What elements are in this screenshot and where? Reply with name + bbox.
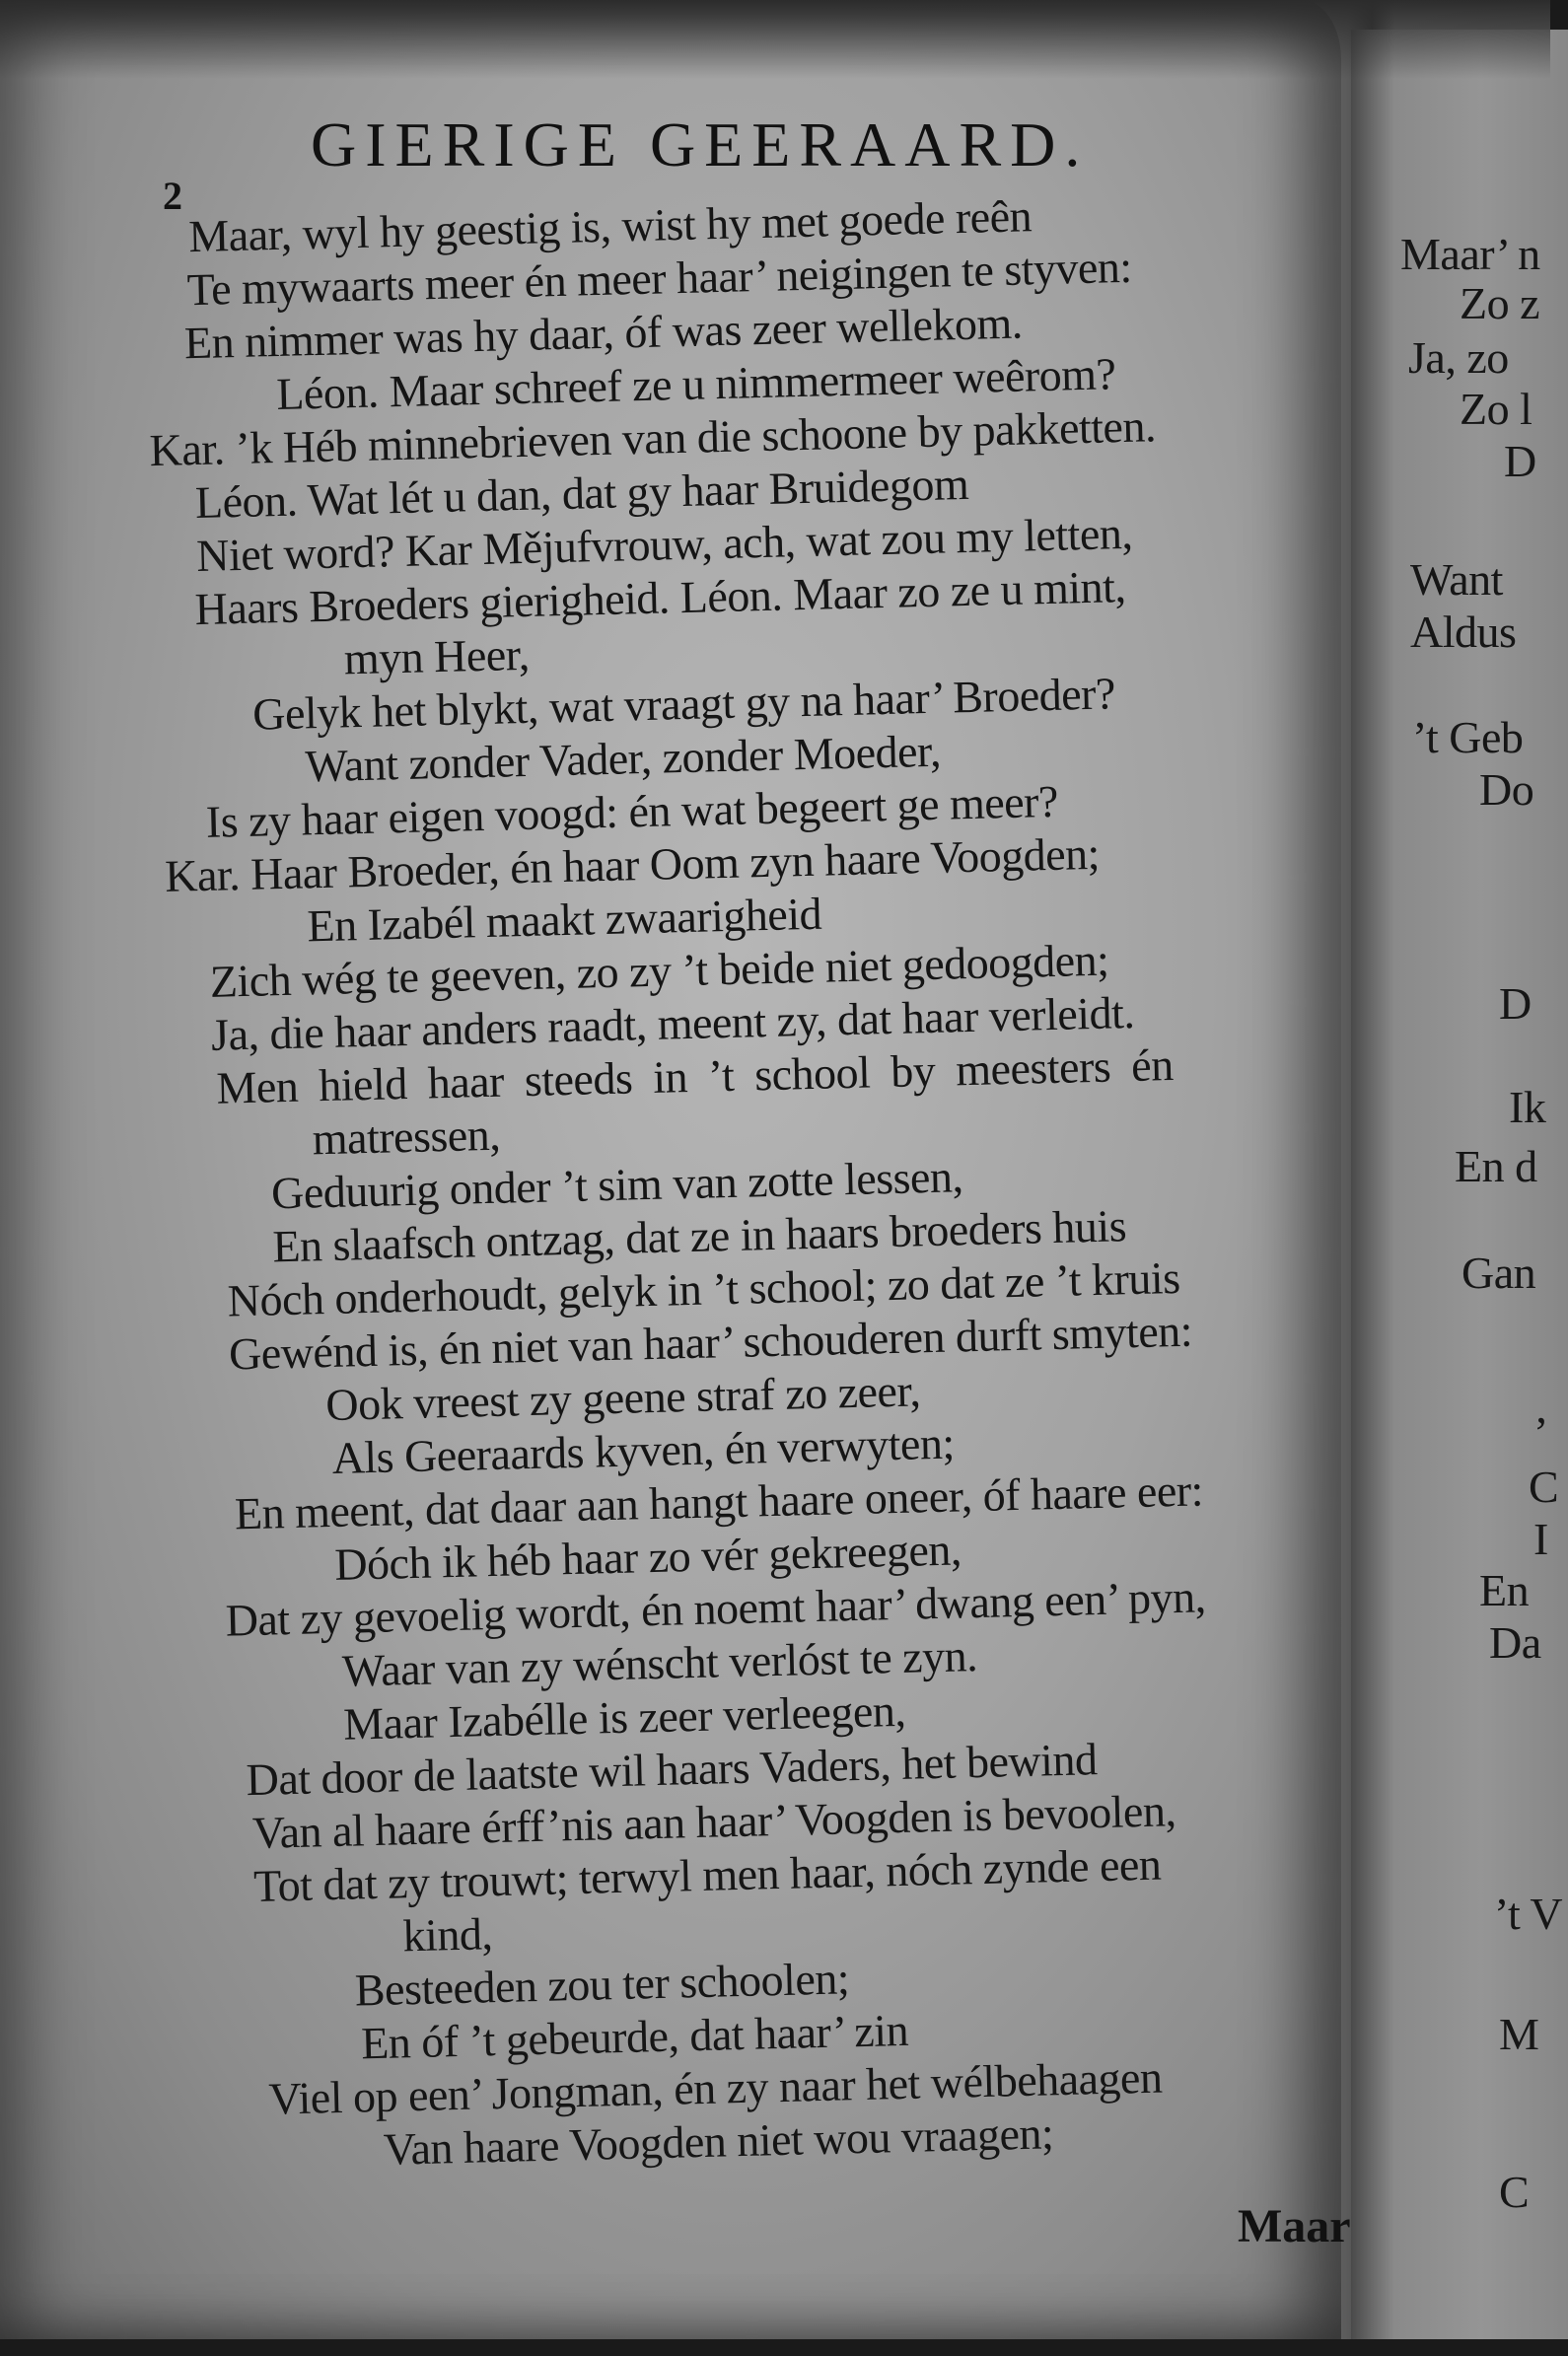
verse-line: matressen, xyxy=(312,1108,501,1165)
verse-line: Besteeden zou ter schoolen; xyxy=(354,1953,850,2016)
right-fragment: Do xyxy=(1479,764,1534,815)
verse-line: Dóch ik héb haar zo vér gekreegen, xyxy=(333,1524,962,1590)
right-fragment: Want xyxy=(1410,554,1503,605)
right-fragment: En d xyxy=(1455,1141,1537,1191)
right-fragment: M xyxy=(1499,2009,1539,2059)
verse-line: Als Geeraards kyven, én verwyten; xyxy=(331,1417,956,1483)
verse-line: Van al haare érff’nis aan haar’ Voogden is bevoolen, xyxy=(251,1785,1176,1859)
verse-line: Léon. Maar schreef ze u nimmermeer weêrom? xyxy=(275,348,1116,420)
verse-line: Zich wég te geeven, zo zy ’t beide niet gedoogden; xyxy=(209,934,1109,1007)
right-fragment: I xyxy=(1533,1514,1548,1564)
verse-line: myn Heer, xyxy=(343,628,531,684)
verse-line: kind, xyxy=(401,1908,493,1962)
verse-line: Nóch onderhoudt, gelyk in ’t school; zo dat ze ’t kruis xyxy=(227,1251,1181,1326)
top-shadow xyxy=(0,0,1550,79)
right-fragment: Zo z xyxy=(1460,278,1540,328)
verse-line: Tot dat zy trouwt; terwyl men haar, nóch zynde een xyxy=(252,1838,1162,1912)
running-head: GIERIGE GEERAARD. xyxy=(311,109,1090,179)
verse-line: Léon. Wat lét u dan, dat gy haar Bruidegom xyxy=(194,458,969,529)
verse-line: Is zy haar eigen voogd: én wat begeert ge meer? xyxy=(205,775,1059,847)
verse-line: En óf ’t gebeurde, dat haar’ zin xyxy=(360,2004,909,2069)
verse-line: Gewénd is, én niet van haar’ schouderen durft smyten: xyxy=(228,1305,1193,1380)
verse-line: En meent, dat daar aan hangt haare oneer, óf haare eer: xyxy=(234,1464,1204,1539)
verse-line: Ja, die haar anders raadt, meent zy, dat haar verleidt. xyxy=(210,986,1135,1060)
right-page xyxy=(1351,30,1568,2339)
verse-line: Gelyk het blykt, wat vraagt gy na haar’ Broeder? xyxy=(251,668,1116,740)
verse-line: Viel op een’ Jongman, én zy naar het wélbehaagen xyxy=(267,2051,1163,2124)
verse-line: En nimmer was hy daar, óf was zeer wellekom. xyxy=(183,297,1024,369)
verse-line: En Izabél maakt zwaarigheid xyxy=(306,888,822,952)
verse-line: Kar. ’k Héb minnebrieven van die schoone by pakketten. xyxy=(149,400,1157,476)
verse-line: Geduurig onder ’t sim van zotte lessen, xyxy=(270,1151,963,1219)
verse-line: Maar Izabélle is zeer verleegen, xyxy=(342,1684,906,1749)
right-fragment: Da xyxy=(1489,1617,1541,1668)
verse-line: Maar, wyl hy geestig is, wist hy met goede reên xyxy=(187,190,1033,262)
right-fragment: Ik xyxy=(1509,1082,1546,1132)
right-fragment: Aldus xyxy=(1410,607,1517,657)
verse-line: Kar. Haar Broeder, én haar Oom zyn haare Voogden; xyxy=(164,827,1101,901)
right-fragment: Ja, zo xyxy=(1408,332,1509,383)
verse-line: Te mywaarts meer én meer haar’ neigingen te styven: xyxy=(186,241,1133,316)
right-fragment: D xyxy=(1499,978,1532,1029)
catchword: Maar xyxy=(1238,2200,1351,2252)
verse-line: Van haare Voogden niet wou vraagen; xyxy=(383,2107,1054,2175)
right-fragment: Zo l xyxy=(1460,384,1532,434)
verse-line: Ook vreest zy geene straf zo zeer, xyxy=(324,1365,921,1431)
right-fragment: Maar’ n xyxy=(1400,229,1540,279)
verse-line: En slaafsch ontzag, dat ze in haars broeders huis xyxy=(271,1200,1127,1272)
right-fragment: C xyxy=(1529,1462,1559,1512)
right-fragment: ’ xyxy=(1533,1407,1548,1458)
verse-line: Dat zy gevoelig wordt, én noemt haar’ dwang een’ pyn, xyxy=(225,1571,1207,1646)
page-number: 2 xyxy=(163,174,182,218)
right-fragment: C xyxy=(1499,2167,1530,2217)
verse-line: Haars Broeders gierigheid. Léon. Maar zo ze u mint, xyxy=(193,561,1126,635)
verse-line: Men hield haar steeds in ’t school by meesters én xyxy=(215,1039,1175,1113)
verse-line: Waar van zy wénscht verlóst te zyn. xyxy=(341,1630,978,1696)
right-fragment: En xyxy=(1479,1565,1530,1615)
verse-line: Want zonder Vader, zonder Moeder, xyxy=(304,725,942,792)
verse-line: Dat door de laatste wil haars Vaders, het bewind xyxy=(246,1734,1098,1806)
right-fragment: ’t V xyxy=(1494,1889,1563,1939)
verse-line: Niet word? Kar Mějufvrouw, ach, wat zou my letten, xyxy=(195,507,1133,582)
right-fragment: ’t Geb xyxy=(1412,712,1524,762)
right-fragment: Gan xyxy=(1461,1248,1536,1298)
right-fragment: D xyxy=(1504,436,1536,486)
